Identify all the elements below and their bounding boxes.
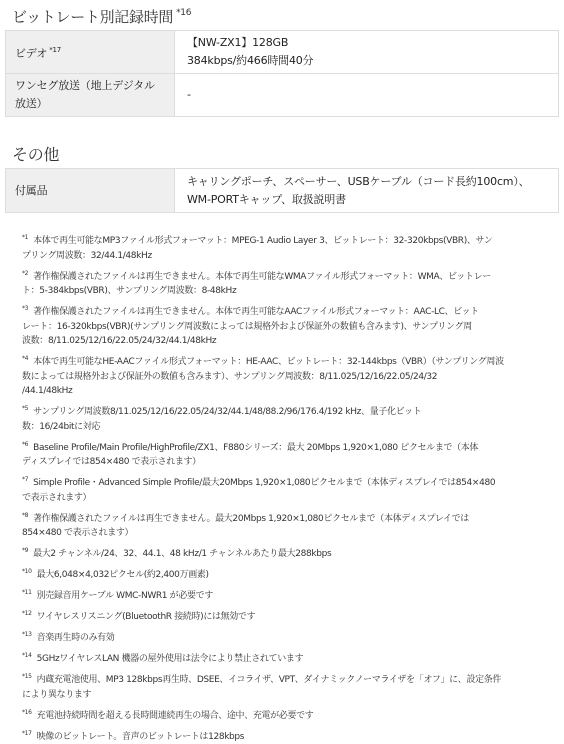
- footnote-item: [22, 649, 562, 667]
- row-label-accessories: 付属品: [6, 169, 175, 213]
- footnote-item: [22, 352, 562, 399]
- footnote-text: 著作権保護されたファイルは再生できません。最大20Mbps 1,920×1,080ピクセルまで（本体ディスプレイでは: [33, 514, 469, 524]
- footnote-text: Simple Profile・Advanced Simple Profile/最大20Mbps 1,920×1,080ピクセルまで（本体ディスプレイでは854×480: [33, 478, 495, 488]
- footnote-mark: *17: [22, 730, 32, 737]
- footnote-text: 音楽再生時のみ有効: [37, 633, 115, 643]
- bitrate-title-footnote-mark: *16: [176, 8, 191, 18]
- video-recording-time: 384kbps/約466時間40分: [187, 52, 558, 70]
- footnote-text: 著作権保護されたファイルは再生できません。本体で再生可能なAACファイル形式フォーマット：AAC-LC、ビット: [33, 307, 479, 317]
- row-value-accessories: キャリングポーチ、スペーサー、USBケーブル（コード長約100cm）、 WM-PORTキャップ、取扱説明書: [175, 169, 559, 213]
- footnote-mark: *2: [22, 270, 28, 277]
- row-label-oneseg: ワンセグ放送（地上デジタル 放送）: [6, 74, 175, 117]
- footnote-text: 数：16/24bitに対応: [22, 422, 100, 432]
- footnote-text: Baseline Profile/Main Profile/HighProfile/ZX1、F880シリーズ：最大 20Mbps 1,920×1,080 ピクセルまで（本体: [33, 443, 478, 453]
- bitrate-section-title: [12, 6, 191, 27]
- video-footnote-mark: *17: [49, 46, 61, 54]
- other-spec-table: [5, 168, 559, 213]
- footnote-mark: *7: [22, 476, 28, 483]
- footnote-mark: *9: [22, 547, 28, 554]
- video-model-capacity: 【NW-ZX1】128GB: [187, 34, 558, 52]
- bitrate-spec-table: [5, 30, 559, 117]
- footnote-text: 5GHzワイヤレスLAN 機器の屋外使用は法令により禁止されています: [37, 654, 304, 664]
- footnote-mark: *13: [22, 631, 32, 638]
- footnote-item: [22, 302, 562, 349]
- bitrate-title-text: ビットレート別記録時間: [12, 8, 173, 26]
- table-row: [6, 169, 559, 213]
- footnote-item: [22, 670, 562, 702]
- footnote-mark: *15: [22, 673, 32, 680]
- footnote-mark: *1: [22, 234, 28, 241]
- footnote-item: [22, 267, 562, 299]
- footnote-item: [22, 586, 562, 604]
- footnote-text: 充電池持続時間を超える長時間連続再生の場合、途中、充電が必要です: [37, 711, 314, 721]
- footnote-text: により異なります: [22, 690, 91, 700]
- footnote-mark: *4: [22, 355, 28, 362]
- footnote-text: レート：16-320kbps(VBR)(サンプリング周波数によっては規格外および保証外の数値も含みます)、サンプリング周: [22, 322, 472, 332]
- footnote-item: [22, 231, 562, 263]
- other-section-title: その他: [12, 142, 59, 165]
- footnote-text: 著作権保護されたファイルは再生できません。本体で再生可能なWMAファイル形式フォーマット：WMA、ビットレー: [33, 272, 491, 282]
- footnote-item: [22, 727, 562, 744]
- footnote-text: プリング周波数：32/44.1/48kHz: [22, 251, 152, 261]
- footnote-mark: *10: [22, 568, 32, 575]
- footnote-text: 別売録音用ケーブル WMC-NWR1 が必要です: [37, 591, 213, 601]
- footnote-text: 最大2 チャンネル/24、32、44.1、48 kHz/1 チャンネルあたり最大288kbps: [33, 549, 331, 559]
- table-row: [6, 74, 559, 117]
- row-value-video: [175, 31, 559, 74]
- footnote-item: [22, 509, 562, 541]
- footnote-text: 波数：8/11.025/12/16/22.05/24/32/44.1/48kHz: [22, 336, 216, 346]
- footnote-item: [22, 473, 562, 505]
- footnote-mark: *12: [22, 610, 32, 617]
- footnote-mark: *8: [22, 512, 28, 519]
- footnote-mark: *11: [22, 589, 32, 596]
- footnote-text: 最大6,048×4,032ピクセル(約2,400万画素): [37, 570, 209, 580]
- footnote-text: ワイヤレスリスニング(BluetoothR 接続時)には無効です: [37, 612, 256, 622]
- footnotes-list: [22, 231, 562, 744]
- footnote-item: [22, 544, 562, 562]
- footnote-text: ト：5-384kbps(VBR)、サンプリング周波数：8-48kHz: [22, 286, 236, 296]
- footnote-text: 映像のビットレート。音声のビットレートは128kbps: [37, 732, 245, 742]
- footnote-item: [22, 438, 562, 470]
- footnote-item: [22, 628, 562, 646]
- footnote-item: [22, 565, 562, 583]
- footnote-mark: *16: [22, 709, 32, 716]
- footnote-mark: *14: [22, 652, 32, 659]
- footnote-item: [22, 607, 562, 625]
- footnote-mark: *5: [22, 405, 28, 412]
- footnote-text: 内蔵充電池使用、MP3 128kbps再生時、DSEE、イコライザ、VPT、ダイナミックノーマライザを「オフ」に、設定条件: [37, 675, 501, 685]
- footnote-text: で表示されます）: [22, 493, 91, 503]
- footnote-item: [22, 706, 562, 724]
- footnote-text: /44.1/48kHz: [22, 386, 72, 396]
- footnote-text: ディスプレイでは854×480 で表示されます）: [22, 457, 201, 467]
- footnote-text: 本体で再生可能なMP3ファイル形式フォーマット：MPEG-1 Audio Layer 3、ビットレート：32-320kbps(VBR)、サン: [33, 236, 492, 246]
- footnote-text: 数によっては規格外および保証外の数値も含みます）、サンプリング周波数：8/11.025/12/16/22.05/24/32: [22, 372, 437, 382]
- footnote-item: [22, 402, 562, 434]
- row-value-oneseg: -: [175, 74, 559, 117]
- footnote-text: サンプリング周波数8/11.025/12/16/22.05/24/32/44.1/48/88.2/96/176.4/192 kHz、量子化ビット: [33, 407, 421, 417]
- table-row: [6, 31, 559, 74]
- footnote-mark: *3: [22, 305, 28, 312]
- row-label-video: ビデオ $^{*17}$: [6, 31, 175, 74]
- footnote-text: 854×480 で表示されます）: [22, 528, 133, 538]
- footnote-mark: *6: [22, 441, 28, 448]
- footnote-text: 本体で再生可能なHE-AACファイル形式フォーマット：HE-AAC、ビットレート：32-144kbps（VBR）（サンプリング周波: [33, 357, 504, 367]
